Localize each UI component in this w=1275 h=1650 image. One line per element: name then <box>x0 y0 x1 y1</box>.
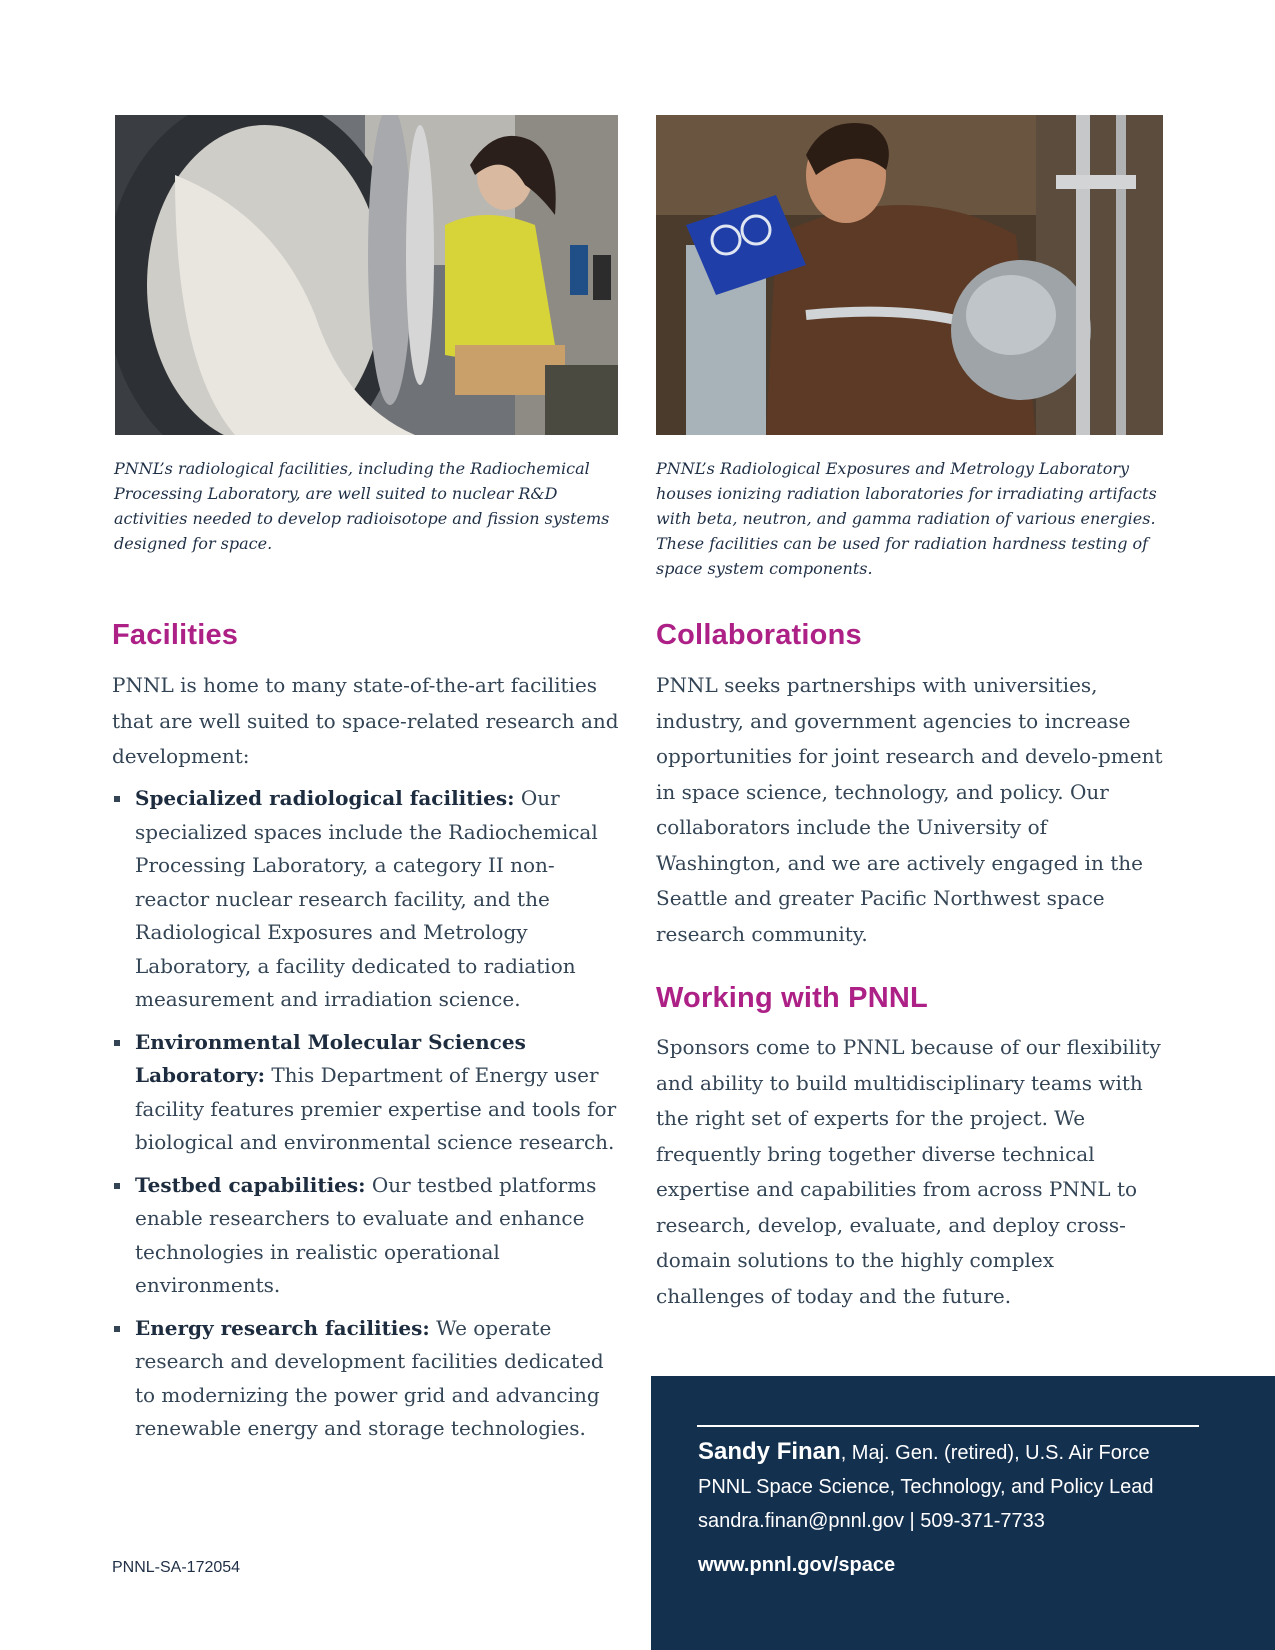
facility-description: This Department of Energy user facility features premier expertise and tools for biological and environmental science research. <box>135 1063 617 1154</box>
caption-radiological-facilities: PNNL’s radiological facilities, including the Radiochemical Processing Laboratory, are well suited to nuclear R&D activities needed to develop radioisotope and fission systems designed for space. <box>114 459 610 553</box>
facility-term: Specialized radiological facilities: <box>135 786 515 810</box>
list-item <box>112 1312 627 1446</box>
contact-rank: , Maj. Gen. (retired), U.S. Air Force <box>840 1442 1150 1464</box>
caption-metrology-laboratory: PNNL’s Radiological Exposures and Metrology Laboratory houses ionizing radiation laboratories for irradiating artifacts with beta, neutron, and gamma radiation of various energies. These facilities can be used for radiation hardness testing of space system components. <box>656 459 1157 578</box>
list-item <box>112 1169 627 1303</box>
contact-name-line <box>698 1438 1150 1466</box>
collaborations-body: PNNL seeks partnerships with universities, industry, and government agencies to increase opportunities for joint research and develo-pment in space science, technology, and policy. Our collaborators include the University of Washington, and we are actively engaged in the Seattle and greater Pacific Northwest space research community. <box>656 673 1163 946</box>
bullet-icon <box>114 1326 120 1332</box>
website-link[interactable]: www.pnnl.gov/space <box>698 1554 896 1576</box>
working-with-pnnl-heading: Working with PNNL <box>656 982 928 1014</box>
facility-term: Environmental Molecular Sciences Laboratory: <box>135 1029 526 1087</box>
facility-description: We operate research and development facilities dedicated to modernizing the power grid and advancing renewable energy and storage technologies. <box>135 1315 604 1440</box>
bullet-icon <box>114 796 120 802</box>
photo-metrology-image <box>656 115 1163 435</box>
facility-list <box>112 782 627 1455</box>
contact-email-phone[interactable]: sandra.finan@pnnl.gov | 509-371-7733 <box>698 1510 1045 1532</box>
facility-term: Testbed capabilities: <box>135 1172 366 1197</box>
photo-metrology-researcher <box>656 115 1163 435</box>
contact-title: PNNL Space Science, Technology, and Policy Lead <box>698 1476 1154 1498</box>
working-with-pnnl-body: Sponsors come to PNNL because of our flexibility and ability to build multidisciplinary teams with the right set of experts for the project. We frequently bring together diverse technical expertise and capabilities from across PNNL to research, develop, evaluate, and deploy cross-domain solutions to the highly complex challenges of today and the future. <box>656 1035 1161 1308</box>
bullet-icon <box>114 1183 120 1189</box>
photo-glovebox-image <box>115 115 618 435</box>
facilities-heading: Facilities <box>112 619 239 651</box>
facility-term: Energy research facilities: <box>135 1315 430 1340</box>
list-item <box>112 782 627 1017</box>
photo-glovebox-researcher <box>115 115 618 435</box>
list-item <box>112 1026 627 1160</box>
document-id: PNNL-SA-172054 <box>112 1559 241 1576</box>
collaborations-heading: Collaborations <box>656 619 862 651</box>
bullet-icon <box>114 1040 120 1046</box>
contact-panel <box>651 1376 1275 1650</box>
facilities-intro: PNNL is home to many state-of-the-art facilities that are well suited to space-related research and development: <box>112 673 619 768</box>
facility-description: Our testbed platforms enable researchers to evaluate and enhance technologies in realistic operational environments. <box>135 1172 597 1297</box>
contact-divider <box>697 1425 1199 1427</box>
facility-description: Our specialized spaces include the Radiochemical Processing Laboratory, a category II non-reactor nuclear research facility, and the Radiological Exposures and Metrology Laboratory, a facility dedicated to radiation measurement and irradiation science. <box>135 786 598 1011</box>
contact-name: Sandy Finan <box>698 1438 841 1465</box>
